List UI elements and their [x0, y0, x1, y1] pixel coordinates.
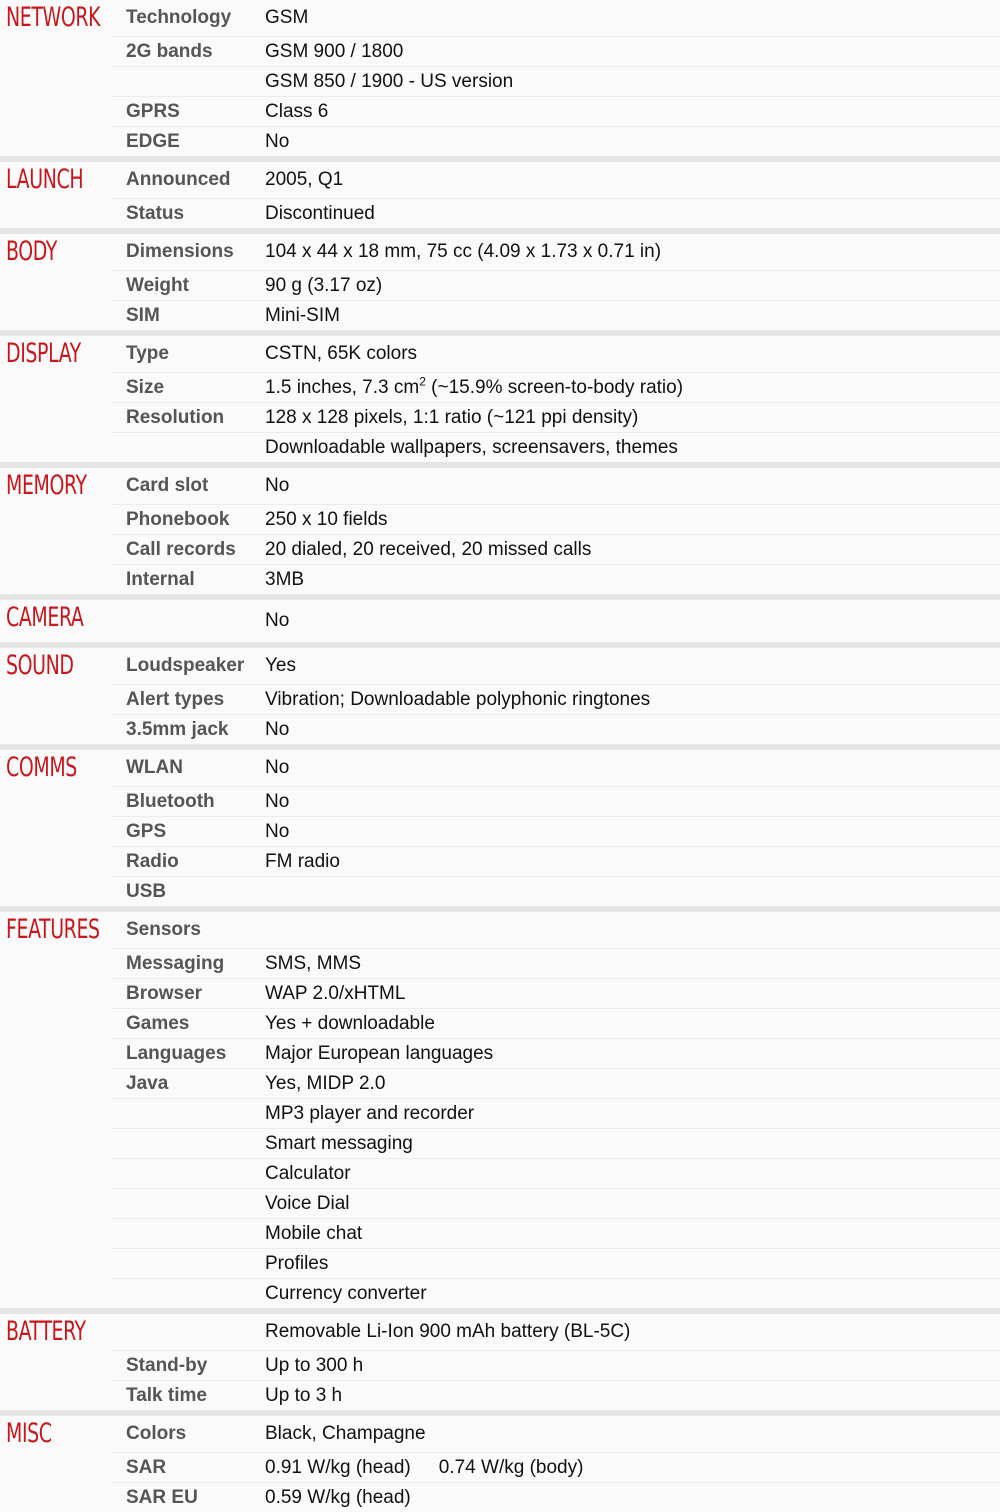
- spec-row: [112, 648, 1000, 685]
- spec-row: [112, 67, 1000, 97]
- spec-value: MP3 player and recorder: [265, 1102, 475, 1124]
- spec-value: [265, 374, 1000, 399]
- spec-row: [112, 847, 1000, 877]
- spec-label[interactable]: Stand-by: [126, 1354, 208, 1376]
- spec-value: GSM 900 / 1800: [265, 40, 404, 62]
- spec-value: Calculator: [265, 1162, 351, 1184]
- sar-head-value: 0.91 W/kg (head): [265, 1456, 411, 1478]
- section-title-display[interactable]: DISPLAY: [6, 338, 81, 369]
- spec-label[interactable]: Languages: [126, 1042, 227, 1064]
- spec-row: [112, 1483, 1000, 1512]
- spec-value: 104 x 44 x 18 mm, 75 cc (4.09 x 1.73 x 0.71 in): [265, 241, 662, 262]
- section-display: [0, 336, 1000, 468]
- spec-value: No: [265, 610, 290, 631]
- spec-label[interactable]: GPRS: [126, 100, 180, 122]
- spec-row: [112, 979, 1000, 1009]
- spec-label[interactable]: Status: [126, 202, 185, 224]
- section-launch: [0, 162, 1000, 234]
- spec-value: [265, 1457, 1000, 1479]
- spec-label[interactable]: GPS: [126, 820, 167, 842]
- spec-value: Voice Dial: [265, 1192, 350, 1214]
- spec-value: Smart messaging: [265, 1132, 413, 1154]
- spec-value: GSM 850 / 1900 - US version: [265, 70, 514, 92]
- section-title-comms[interactable]: COMMS: [6, 752, 77, 783]
- section-title-network[interactable]: NETWORK: [6, 2, 101, 33]
- spec-row: [112, 949, 1000, 979]
- spec-label[interactable]: Internal: [126, 568, 195, 590]
- spec-row: [112, 433, 1000, 462]
- spec-label[interactable]: EDGE: [126, 130, 180, 152]
- spec-row: [112, 1039, 1000, 1069]
- section-title-sound[interactable]: SOUND: [6, 650, 74, 681]
- spec-label[interactable]: Bluetooth: [126, 790, 215, 812]
- spec-value: 0.59 W/kg (head): [265, 1486, 411, 1508]
- spec-row: [112, 373, 1000, 403]
- spec-value: No: [265, 475, 290, 496]
- spec-row: [112, 1069, 1000, 1099]
- spec-row: [112, 535, 1000, 565]
- spec-label[interactable]: SIM: [126, 304, 160, 326]
- spec-value: No: [265, 757, 290, 778]
- spec-value: Yes, MIDP 2.0: [265, 1072, 386, 1094]
- spec-row: [112, 565, 1000, 594]
- section-title-battery[interactable]: BATTERY: [6, 1316, 86, 1347]
- spec-label[interactable]: Colors: [126, 1423, 187, 1444]
- spec-label[interactable]: SAR: [126, 1456, 167, 1478]
- spec-label[interactable]: Sensors: [126, 919, 201, 940]
- spec-label[interactable]: SAR EU: [126, 1486, 198, 1508]
- spec-value: FM radio: [265, 850, 340, 872]
- spec-label[interactable]: Phonebook: [126, 508, 230, 530]
- spec-row: [112, 199, 1000, 228]
- spec-row: [112, 715, 1000, 744]
- section-features: [0, 912, 1000, 1314]
- spec-label[interactable]: Loudspeaker: [126, 655, 245, 676]
- spec-row: [112, 787, 1000, 817]
- size-value-ratio: (~15.9% screen-to-body ratio): [425, 376, 684, 398]
- section-sound: [0, 648, 1000, 750]
- spec-row: [112, 37, 1000, 67]
- spec-row: [112, 234, 1000, 271]
- spec-value: Up to 300 h: [265, 1354, 364, 1376]
- spec-row: [112, 1416, 1000, 1453]
- spec-row: [112, 162, 1000, 199]
- spec-label[interactable]: Talk time: [126, 1384, 207, 1406]
- spec-value: Discontinued: [265, 202, 375, 224]
- spec-value: No: [265, 790, 290, 812]
- spec-value: Downloadable wallpapers, screensavers, themes: [265, 436, 678, 458]
- spec-row: [112, 97, 1000, 127]
- spec-row: [112, 1314, 1000, 1351]
- section-title-camera[interactable]: CAMERA: [6, 602, 84, 633]
- spec-label[interactable]: Card slot: [126, 475, 209, 496]
- spec-label[interactable]: Messaging: [126, 952, 225, 974]
- section-comms: [0, 750, 1000, 912]
- section-title-misc[interactable]: MISC: [6, 1418, 52, 1449]
- spec-label[interactable]: Radio: [126, 850, 179, 872]
- spec-label[interactable]: Alert types: [126, 688, 225, 710]
- spec-value: GSM: [265, 7, 309, 28]
- spec-label[interactable]: Resolution: [126, 406, 225, 428]
- spec-label[interactable]: Technology: [126, 7, 232, 28]
- spec-value: Yes + downloadable: [265, 1012, 435, 1034]
- spec-value: Removable Li-Ion 900 mAh battery (BL-5C): [265, 1321, 631, 1342]
- spec-label[interactable]: Browser: [126, 982, 203, 1004]
- spec-row: [112, 1381, 1000, 1410]
- sar-body-value: 0.74 W/kg (body): [438, 1456, 584, 1478]
- section-memory: [0, 468, 1000, 600]
- spec-value: WAP 2.0/xHTML: [265, 982, 406, 1004]
- spec-row: [112, 685, 1000, 715]
- spec-label[interactable]: Announced: [126, 169, 231, 190]
- spec-value: CSTN, 65K colors: [265, 343, 418, 364]
- size-value-main: 1.5 inches, 7.3 cm: [265, 376, 420, 398]
- spec-value: No: [265, 718, 290, 740]
- spec-row: [112, 1453, 1000, 1483]
- section-body: [0, 234, 1000, 336]
- spec-label[interactable]: Java: [126, 1072, 169, 1094]
- spec-value: 2005, Q1: [265, 169, 344, 190]
- spec-label[interactable]: Games: [126, 1012, 190, 1034]
- spec-value: Up to 3 h: [265, 1384, 343, 1406]
- spec-row: [112, 403, 1000, 433]
- section-network: [0, 0, 1000, 162]
- spec-row: [112, 877, 1000, 906]
- spec-label[interactable]: Weight: [126, 274, 189, 296]
- spec-label[interactable]: Dimensions: [126, 241, 234, 262]
- spec-row: [112, 600, 1000, 642]
- spec-value: Mobile chat: [265, 1222, 363, 1244]
- spec-label[interactable]: Size: [126, 376, 165, 398]
- spec-label[interactable]: Type: [126, 343, 169, 364]
- section-title-features[interactable]: FEATURES: [6, 914, 100, 945]
- spec-row: [112, 1279, 1000, 1308]
- section-title-launch[interactable]: LAUNCH: [6, 164, 84, 195]
- section-battery: [0, 1314, 1000, 1416]
- size-value-superscript: 2: [419, 374, 426, 389]
- spec-row: [112, 750, 1000, 787]
- spec-value: No: [265, 130, 290, 152]
- spec-value: 3MB: [265, 568, 305, 590]
- spec-value: Currency converter: [265, 1282, 427, 1304]
- spec-value: SMS, MMS: [265, 952, 362, 974]
- spec-value: Vibration; Downloadable polyphonic ringtones: [265, 688, 651, 710]
- spec-value: 128 x 128 pixels, 1:1 ratio (~121 ppi density): [265, 406, 639, 428]
- spec-row: [112, 0, 1000, 37]
- spec-row: [112, 1099, 1000, 1129]
- spec-value: 250 x 10 fields: [265, 508, 388, 530]
- spec-value: 90 g (3.17 oz): [265, 274, 383, 296]
- section-title-body[interactable]: BODY: [6, 236, 57, 267]
- spec-label[interactable]: 2G bands: [126, 40, 213, 62]
- spec-row: [112, 468, 1000, 505]
- spec-row: [112, 1351, 1000, 1381]
- spec-label[interactable]: 3.5mm jack: [126, 718, 229, 740]
- section-camera: [0, 600, 1000, 648]
- spec-value: Yes: [265, 655, 296, 676]
- spec-row: [112, 1159, 1000, 1189]
- spec-row: [112, 271, 1000, 301]
- spec-value: Class 6: [265, 100, 329, 122]
- spec-row: [112, 301, 1000, 330]
- section-title-memory[interactable]: MEMORY: [6, 470, 87, 501]
- spec-label[interactable]: Call records: [126, 538, 236, 560]
- spec-value: Black, Champagne: [265, 1423, 426, 1444]
- spec-value: Major European languages: [265, 1042, 494, 1064]
- spec-row: [112, 1249, 1000, 1279]
- spec-row: [112, 1219, 1000, 1249]
- spec-row: [112, 336, 1000, 373]
- spec-row: [112, 505, 1000, 535]
- spec-row: [112, 1189, 1000, 1219]
- spec-row: [112, 1129, 1000, 1159]
- spec-row: [112, 817, 1000, 847]
- spec-value: 20 dialed, 20 received, 20 missed calls: [265, 538, 592, 560]
- spec-row: [112, 127, 1000, 156]
- spec-label[interactable]: WLAN: [126, 757, 183, 778]
- spec-row: [112, 1009, 1000, 1039]
- spec-value: No: [265, 820, 290, 842]
- section-misc: [0, 1416, 1000, 1512]
- spec-value: Profiles: [265, 1252, 329, 1274]
- spec-label[interactable]: USB: [126, 880, 167, 902]
- spec-row: [112, 912, 1000, 949]
- spec-value: Mini-SIM: [265, 304, 340, 326]
